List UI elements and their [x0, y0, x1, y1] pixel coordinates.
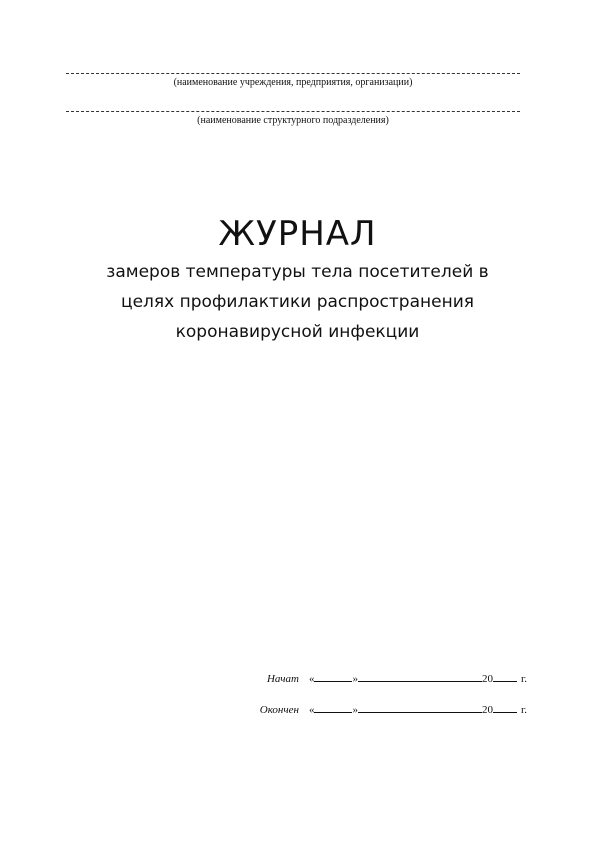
quote-open: «	[308, 704, 315, 716]
quote-close: »	[352, 704, 358, 716]
ended-day-blank[interactable]	[314, 702, 352, 713]
subtitle-line-1: замеров температуры тела посетителей в	[106, 262, 489, 282]
journal-title: ЖУРНАЛ	[218, 214, 377, 254]
started-day-blank[interactable]	[314, 671, 352, 682]
year-prefix: 20	[481, 704, 493, 716]
subtitle-line-2: целях профилактики распространения	[121, 292, 474, 312]
ended-date-row	[260, 702, 527, 717]
organization-name-line	[66, 73, 520, 74]
started-month-blank[interactable]	[358, 671, 482, 682]
quote-open: «	[308, 673, 315, 685]
ended-month-blank[interactable]	[358, 702, 482, 713]
year-suffix: г.	[520, 704, 527, 716]
department-caption: (наименование структурного подразделения)	[197, 115, 389, 126]
department-name-line	[66, 111, 520, 112]
year-prefix: 20	[481, 673, 493, 685]
started-year-blank[interactable]	[493, 671, 517, 682]
subtitle-line-3: коронавирусной инфекции	[175, 322, 420, 342]
quote-close: »	[352, 673, 358, 685]
ended-label: Окончен	[259, 704, 299, 716]
organization-caption: (наименование учреждения, предприятия, организации)	[173, 77, 413, 88]
started-label: Начат	[266, 673, 299, 685]
year-suffix: г.	[520, 673, 527, 685]
ended-year-blank[interactable]	[493, 702, 517, 713]
started-date-row	[267, 671, 527, 686]
